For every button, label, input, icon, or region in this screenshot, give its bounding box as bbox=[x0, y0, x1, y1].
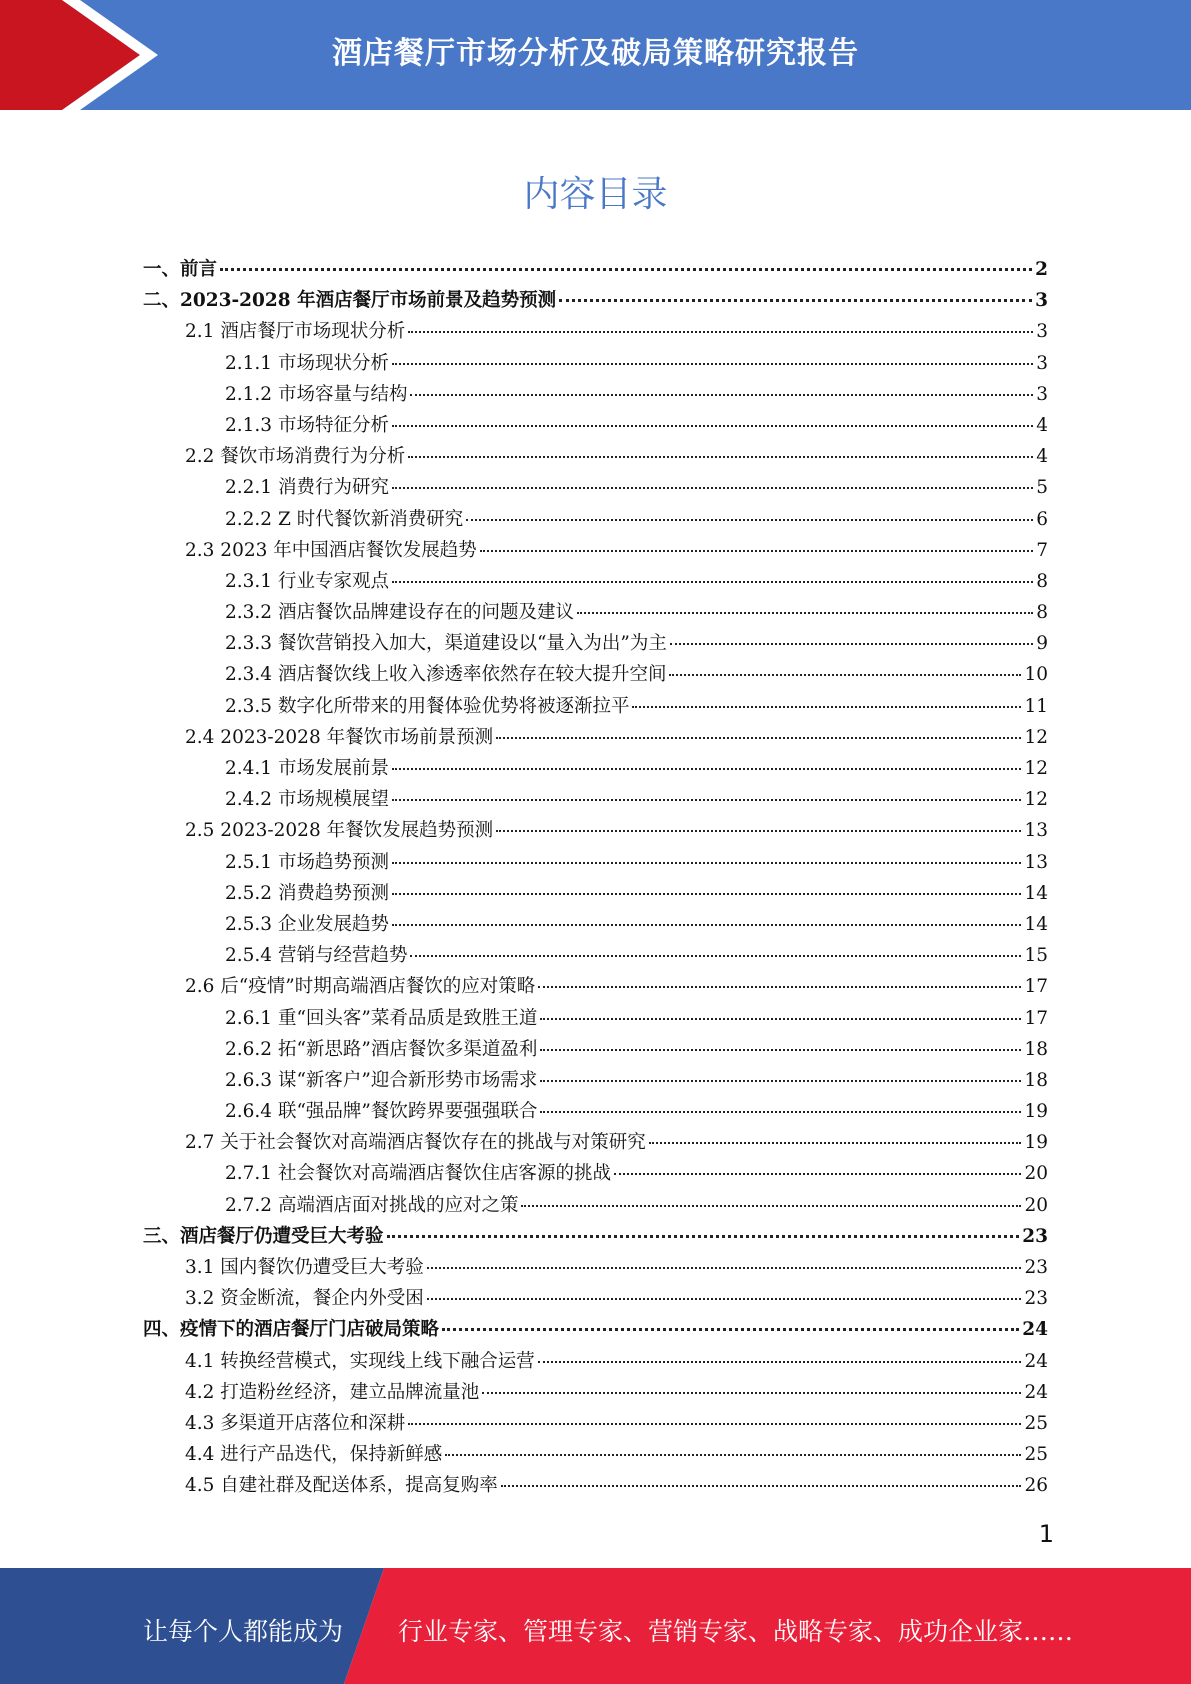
toc-leader-dots bbox=[521, 1205, 1021, 1207]
toc-leader-dots bbox=[538, 986, 1021, 988]
toc-leader-dots bbox=[408, 456, 1033, 458]
toc-entry-page: 17 bbox=[1024, 1007, 1048, 1029]
toc-entry[interactable] bbox=[143, 410, 1048, 441]
toc-entry[interactable] bbox=[143, 379, 1048, 410]
toc-entry-page: 3 bbox=[1036, 352, 1048, 374]
toc-entry-title: 2.7.1 社会餐饮对高端酒店餐饮住店客源的挑战 bbox=[225, 1163, 611, 1185]
toc-entry[interactable] bbox=[143, 441, 1048, 472]
toc-heading: 内容目录 bbox=[523, 174, 668, 215]
toc-entry-page: 4 bbox=[1036, 414, 1048, 436]
toc-leader-dots bbox=[392, 768, 1021, 770]
toc-entry[interactable] bbox=[143, 1096, 1048, 1127]
toc-entry-title: 2.7.2 高端酒店面对挑战的应对之策 bbox=[225, 1194, 519, 1216]
toc-entry-title: 2.2.2 Z 时代餐饮新消费研究 bbox=[225, 508, 464, 530]
toc-entry[interactable] bbox=[143, 1190, 1048, 1221]
toc-entry-page: 20 bbox=[1024, 1163, 1048, 1185]
toc-entry[interactable] bbox=[143, 753, 1048, 784]
toc-entry[interactable] bbox=[143, 348, 1048, 379]
toc-leader-dots bbox=[614, 1173, 1021, 1175]
toc-entry[interactable] bbox=[143, 535, 1048, 566]
toc-entry-page: 6 bbox=[1036, 508, 1048, 530]
toc-entry[interactable] bbox=[143, 316, 1048, 347]
toc-leader-dots bbox=[408, 1423, 1021, 1425]
toc-entry-title: 4.3 多渠道开店落位和深耕 bbox=[185, 1412, 406, 1434]
toc-entry[interactable] bbox=[143, 1314, 1048, 1345]
toc-leader-dots bbox=[540, 1049, 1021, 1051]
report-title: 酒店餐厅市场分析及破局策略研究报告 bbox=[332, 36, 859, 71]
toc-entry-title: 4.5 自建社群及配送体系，提高复购率 bbox=[185, 1475, 498, 1497]
toc-entry-title: 2.1 酒店餐厅市场现状分析 bbox=[185, 321, 406, 343]
toc-entry[interactable] bbox=[143, 1003, 1048, 1034]
toc-entry-title: 3.2 资金断流，餐企内外受困 bbox=[185, 1288, 424, 1310]
toc-entry[interactable] bbox=[143, 1252, 1048, 1283]
toc-leader-dots bbox=[427, 1267, 1022, 1269]
toc-entry-title: 二、2023-2028 年酒店餐厅市场前景及趋势预测 bbox=[143, 290, 557, 312]
toc-entry-page: 7 bbox=[1036, 539, 1048, 561]
toc-entry-page: 19 bbox=[1024, 1101, 1048, 1123]
toc-entry[interactable] bbox=[143, 1283, 1048, 1314]
toc-leader-dots bbox=[427, 1298, 1022, 1300]
toc-entry[interactable] bbox=[143, 1346, 1048, 1377]
toc-leader-dots bbox=[408, 331, 1033, 333]
toc-entry-page: 9 bbox=[1036, 633, 1048, 655]
toc-entry-title: 2.6.2 拓“新思路”酒店餐饮多渠道盈利 bbox=[225, 1038, 538, 1060]
toc-entry-title: 三、酒店餐厅仍遭受巨大考验 bbox=[143, 1225, 384, 1247]
toc-entry-title: 4.1 转换经营模式，实现线上线下融合运营 bbox=[185, 1350, 535, 1372]
toc-leader-dots bbox=[445, 1454, 1021, 1456]
toc-entry[interactable] bbox=[143, 628, 1048, 659]
toc-entry-page: 19 bbox=[1024, 1132, 1048, 1154]
page-number: 1 bbox=[1038, 1520, 1054, 1548]
toc-entry-title: 一、前言 bbox=[143, 259, 218, 280]
toc-entry[interactable] bbox=[143, 566, 1048, 597]
toc-entry[interactable] bbox=[143, 1034, 1048, 1065]
toc-entry-page: 17 bbox=[1024, 976, 1048, 998]
toc-leader-dots bbox=[540, 1111, 1021, 1113]
toc-entry-page: 18 bbox=[1024, 1038, 1048, 1060]
toc-entry-title: 2.6.4 联“强品牌”餐饮跨界要强强联合 bbox=[225, 1101, 538, 1123]
toc-entry-page: 23 bbox=[1024, 1288, 1048, 1310]
toc-entry-title: 2.3.3 餐饮营销投入加大，渠道建设以“量入为出”为主 bbox=[225, 633, 667, 655]
toc-entry-page: 3 bbox=[1035, 290, 1048, 312]
toc-leader-dots bbox=[392, 581, 1033, 583]
toc-leader-dots bbox=[392, 924, 1021, 926]
toc-leader-dots bbox=[466, 519, 1033, 521]
toc-entry-page: 11 bbox=[1024, 695, 1048, 717]
toc-leader-dots bbox=[670, 643, 1033, 645]
toc-leader-dots bbox=[538, 1361, 1022, 1363]
toc-leader-dots bbox=[482, 1392, 1021, 1394]
toc-entry-page: 15 bbox=[1024, 945, 1048, 967]
toc-entry-title: 2.1.1 市场现状分析 bbox=[225, 352, 389, 374]
toc-leader-dots bbox=[392, 893, 1021, 895]
toc-entry-title: 2.4.1 市场发展前景 bbox=[225, 758, 389, 779]
toc-leader-dots bbox=[496, 830, 1021, 832]
toc-entry-title: 2.5.3 企业发展趋势 bbox=[225, 913, 389, 935]
toc-entry-title: 4.2 打造粉丝经济，建立品牌流量池 bbox=[185, 1381, 480, 1403]
toc-leader-dots bbox=[501, 1485, 1022, 1487]
toc-entry[interactable] bbox=[143, 971, 1048, 1002]
toc-leader-dots bbox=[540, 1080, 1021, 1082]
toc-entry[interactable] bbox=[143, 940, 1048, 971]
toc-entry[interactable] bbox=[143, 659, 1048, 690]
toc-entry[interactable] bbox=[143, 815, 1048, 846]
toc-entry[interactable] bbox=[143, 784, 1048, 815]
toc-entry[interactable] bbox=[143, 847, 1048, 878]
toc-entry[interactable] bbox=[143, 1470, 1048, 1501]
toc-entry-page: 12 bbox=[1024, 789, 1048, 811]
toc-entry[interactable] bbox=[143, 1127, 1048, 1158]
toc-leader-dots bbox=[496, 737, 1021, 739]
toc-entry-page: 25 bbox=[1024, 1412, 1048, 1434]
toc-entry-title: 2.1.3 市场特征分析 bbox=[225, 414, 389, 436]
footer-slogan-right: 行业专家、管理专家、营销专家、战略专家、成功企业家…… bbox=[398, 1617, 1074, 1646]
toc-entry-title: 四、疫情下的酒店餐厅门店破局策略 bbox=[143, 1319, 440, 1341]
toc-leader-dots bbox=[410, 955, 1021, 957]
toc-leader-dots bbox=[392, 862, 1021, 864]
toc-entry-title: 2.6.3 谋“新客户”迎合新形势市场需求 bbox=[225, 1069, 538, 1091]
toc-leader-dots bbox=[540, 1018, 1021, 1020]
toc-entry-title: 2.3.1 行业专家观点 bbox=[225, 570, 389, 592]
toc-leader-dots bbox=[632, 706, 1021, 708]
toc-entry[interactable] bbox=[143, 504, 1048, 535]
toc-entry[interactable] bbox=[143, 597, 1048, 628]
toc-leader-dots bbox=[220, 268, 1032, 271]
toc-entry-title: 2.2 餐饮市场消费行为分析 bbox=[185, 446, 406, 468]
toc-leader-dots bbox=[392, 425, 1033, 427]
toc-leader-dots bbox=[577, 612, 1033, 614]
toc-entry[interactable] bbox=[143, 285, 1048, 316]
toc-entry[interactable] bbox=[143, 472, 1048, 503]
toc-entry-page: 18 bbox=[1024, 1069, 1048, 1091]
toc-entry[interactable] bbox=[143, 878, 1048, 909]
toc-entry[interactable] bbox=[143, 1408, 1048, 1439]
toc-leader-dots bbox=[669, 674, 1021, 676]
toc-entry-page: 12 bbox=[1024, 758, 1048, 779]
toc-entry-title: 3.1 国内餐饮仍遭受巨大考验 bbox=[185, 1257, 424, 1278]
toc-entry-page: 14 bbox=[1024, 913, 1048, 935]
toc-entry-title: 2.3.2 酒店餐饮品牌建设存在的问题及建议 bbox=[225, 602, 574, 624]
toc-entry-page: 12 bbox=[1024, 726, 1048, 748]
toc-entry-page: 10 bbox=[1024, 664, 1048, 686]
toc-leader-dots bbox=[392, 363, 1033, 365]
toc-entry-page: 14 bbox=[1024, 882, 1048, 904]
toc-entry-page: 3 bbox=[1036, 383, 1048, 405]
toc-leader-dots bbox=[442, 1328, 1019, 1331]
toc-leader-dots bbox=[392, 799, 1021, 801]
toc-entry-title: 2.6 后“疫情”时期高端酒店餐饮的应对策略 bbox=[185, 976, 536, 998]
toc-entry-title: 2.5.1 市场趋势预测 bbox=[225, 851, 389, 873]
toc-entry-page: 24 bbox=[1024, 1381, 1048, 1403]
toc-entry[interactable] bbox=[143, 1439, 1048, 1470]
toc-entry-page: 4 bbox=[1036, 446, 1048, 468]
toc-entry-page: 24 bbox=[1024, 1350, 1048, 1372]
footer-slogan-left: 让每个人都能成为 bbox=[143, 1617, 344, 1646]
toc-entry-page: 5 bbox=[1036, 477, 1048, 499]
toc-leader-dots bbox=[559, 299, 1032, 302]
toc-entry-page: 23 bbox=[1024, 1257, 1048, 1278]
toc-entry-page: 13 bbox=[1024, 851, 1048, 873]
toc-entry[interactable] bbox=[143, 909, 1048, 940]
toc-entry-title: 2.3.4 酒店餐饮线上收入渗透率依然存在较大提升空间 bbox=[225, 664, 667, 686]
toc-entry[interactable] bbox=[143, 1377, 1048, 1408]
toc-entry-page: 3 bbox=[1036, 321, 1048, 343]
toc-entry-title: 2.2.1 消费行为研究 bbox=[225, 477, 389, 499]
toc-entry-page: 2 bbox=[1035, 259, 1048, 280]
toc-leader-dots bbox=[649, 1142, 1022, 1144]
toc-entry-title: 2.7 关于社会餐饮对高端酒店餐饮存在的挑战与对策研究 bbox=[185, 1132, 646, 1154]
toc-entry[interactable] bbox=[143, 722, 1048, 753]
toc-entry-page: 26 bbox=[1024, 1475, 1048, 1497]
toc-entry-title: 2.4.2 市场规模展望 bbox=[225, 789, 389, 811]
toc-leader-dots bbox=[387, 1235, 1020, 1238]
toc-entry[interactable] bbox=[143, 1065, 1048, 1096]
table-of-contents bbox=[143, 254, 1048, 1502]
toc-leader-dots bbox=[392, 487, 1033, 489]
toc-leader-dots bbox=[480, 550, 1033, 552]
toc-entry-page: 8 bbox=[1036, 570, 1048, 592]
toc-entry-page: 24 bbox=[1022, 1319, 1048, 1341]
toc-entry-title: 2.1.2 市场容量与结构 bbox=[225, 383, 408, 405]
toc-entry[interactable] bbox=[143, 1221, 1048, 1252]
toc-entry-title: 4.4 进行产品迭代，保持新鲜感 bbox=[185, 1444, 443, 1466]
toc-entry-page: 25 bbox=[1024, 1444, 1048, 1466]
toc-entry[interactable] bbox=[143, 254, 1048, 285]
toc-entry-title: 2.5.2 消费趋势预测 bbox=[225, 882, 389, 904]
toc-entry-title: 2.3.5 数字化所带来的用餐体验优势将被逐渐拉平 bbox=[225, 695, 630, 717]
toc-entry[interactable] bbox=[143, 1158, 1048, 1189]
header-banner bbox=[0, 0, 1191, 110]
toc-entry-title: 2.4 2023-2028 年餐饮市场前景预测 bbox=[185, 726, 494, 748]
toc-entry-page: 23 bbox=[1022, 1225, 1048, 1247]
toc-entry-title: 2.3 2023 年中国酒店餐饮发展趋势 bbox=[185, 539, 477, 561]
toc-entry[interactable] bbox=[143, 691, 1048, 722]
toc-leader-dots bbox=[410, 394, 1033, 396]
toc-entry-title: 2.5.4 营销与经营趋势 bbox=[225, 945, 408, 967]
toc-entry-page: 8 bbox=[1036, 602, 1048, 624]
toc-entry-page: 20 bbox=[1024, 1194, 1048, 1216]
toc-entry-page: 13 bbox=[1024, 820, 1048, 842]
toc-entry-title: 2.6.1 重“回头客”菜肴品质是致胜王道 bbox=[225, 1007, 538, 1029]
toc-entry-title: 2.5 2023-2028 年餐饮发展趋势预测 bbox=[185, 820, 494, 842]
